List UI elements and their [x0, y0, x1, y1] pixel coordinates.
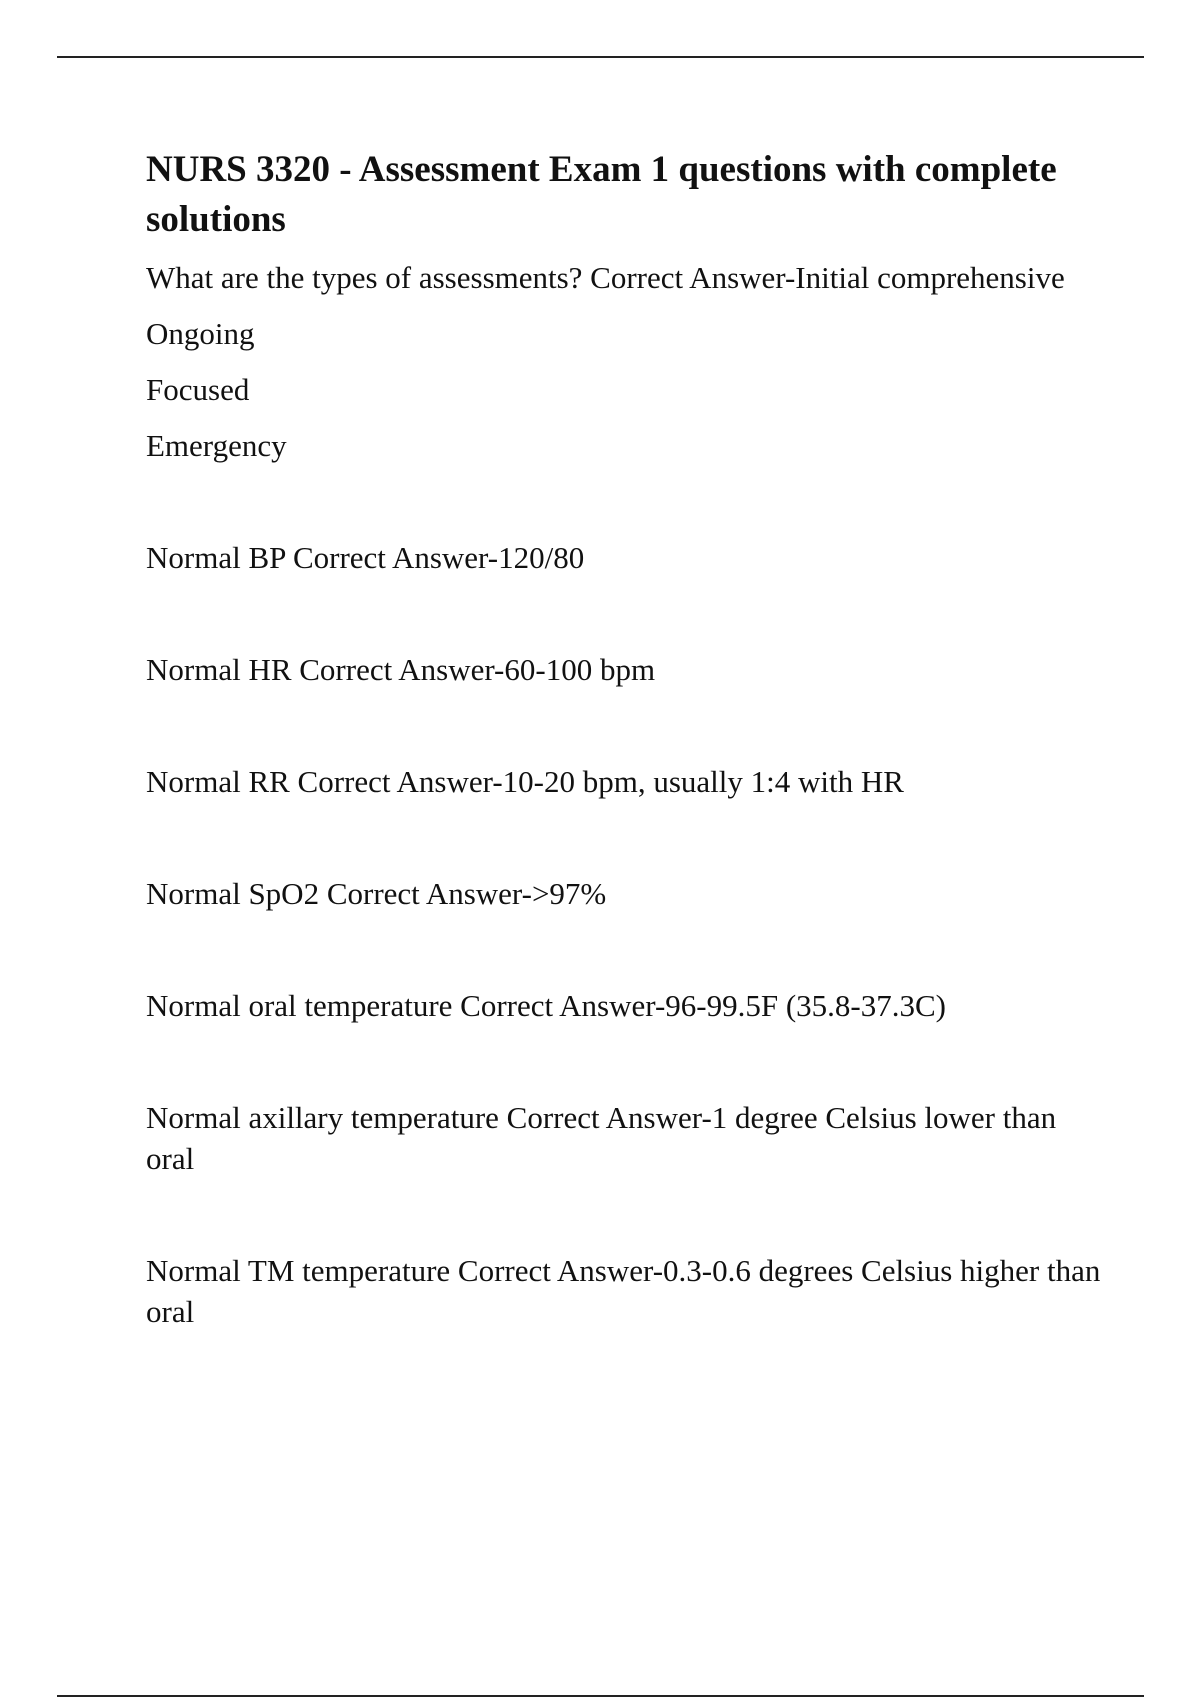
qa-item-normal-tm-temp: Normal TM temperature Correct Answer-0.3-0.6 degrees Celsius higher than oral	[146, 1253, 1101, 1329]
assessment-type-emergency: Emergency	[146, 428, 287, 463]
document-body	[146, 145, 1106, 1332]
assessment-type-focused: Focused	[146, 372, 250, 407]
page-title: NURS 3320 - Assessment Exam 1 questions with complete solutions	[146, 149, 1057, 240]
top-divider	[57, 56, 1144, 58]
qa-item-normal-spo2: Normal SpO2 Correct Answer->97%	[146, 876, 607, 911]
assessment-type-ongoing: Ongoing	[146, 316, 255, 351]
qa-item-normal-hr: Normal HR Correct Answer-60-100 bpm	[146, 652, 656, 687]
bottom-divider	[57, 1695, 1144, 1697]
qa-item-normal-bp: Normal BP Correct Answer-120/80	[146, 540, 585, 575]
qa-item-normal-rr: Normal RR Correct Answer-10-20 bpm, usually 1:4 with HR	[146, 764, 904, 799]
qa-item-normal-oral-temp: Normal oral temperature Correct Answer-96-99.5F (35.8-37.3C)	[146, 988, 946, 1023]
qa-item-normal-axillary-temp: Normal axillary temperature Correct Answer-1 degree Celsius lower than oral	[146, 1100, 1057, 1176]
qa-item-types-of-assessments: What are the types of assessments? Correct Answer-Initial comprehensive	[146, 260, 1065, 295]
